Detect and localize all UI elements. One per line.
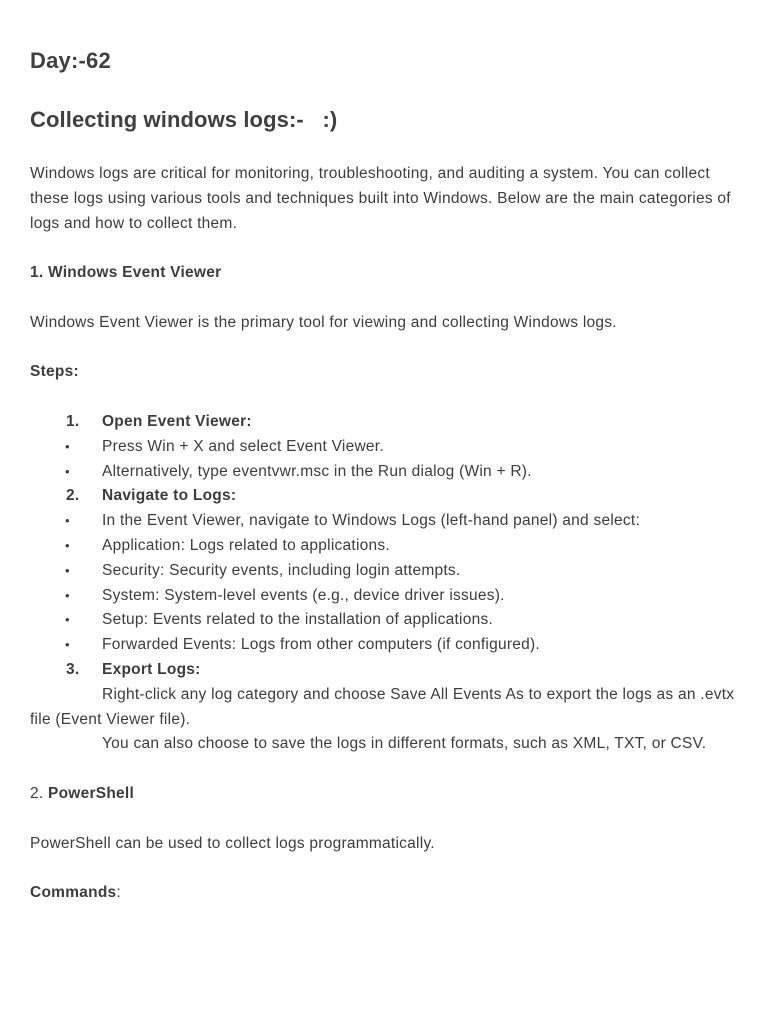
list-item-text: Alternatively, type eventvwr.msc in the Run dialog (Win + R). [102, 462, 532, 480]
commands-label [30, 881, 742, 906]
list-item-text: Forwarded Events: Logs from other computers (if configured). [102, 636, 540, 654]
list-item-text: Press Win + X and select Event Viewer. [102, 437, 384, 455]
list-item-text: In the Event Viewer, navigate to Windows Logs (left-hand panel) and select: [102, 512, 641, 530]
bullet-icon: • [65, 587, 70, 603]
intro-paragraph: Windows logs are critical for monitoring, troubleshooting, and auditing a system. You can collect these logs using various tools and techniques built into Windows. Below are the main categories of logs and how to collect them. [30, 165, 731, 232]
step-3-number: 3. [66, 660, 80, 678]
step-3-title: Export Logs: [102, 660, 201, 678]
steps-label: Steps: [30, 363, 79, 381]
list-item-text: System: System-level events (e.g., device driver issues). [102, 586, 505, 604]
day-heading: Day:-62 [30, 48, 111, 73]
bullet-icon: • [65, 463, 70, 479]
section2-heading-number: 2. [30, 784, 48, 802]
list-item-text: Setup: Events related to the installation of applications. [102, 611, 494, 629]
spacer [30, 385, 742, 410]
spacer [30, 807, 742, 832]
list-item [30, 534, 742, 559]
page-title: Collecting windows logs:- :) [30, 107, 338, 132]
spacer [30, 336, 742, 361]
list-item [30, 608, 742, 633]
list-item-text: Right-click any log category and choose Save All Events As to export the logs as an .evtx file (Event Viewer file). [30, 685, 735, 728]
bullet-icon: • [65, 537, 70, 553]
step-1-number: 1. [66, 412, 80, 430]
bullet-icon: • [65, 637, 70, 653]
list-item [30, 683, 742, 733]
step-2-title: Navigate to Logs: [102, 487, 237, 505]
section1-heading: 1. Windows Event Viewer [30, 264, 222, 282]
spacer [30, 286, 742, 311]
list-item [30, 584, 742, 609]
list-item [30, 460, 742, 485]
document-body [30, 162, 742, 906]
bullet-icon: • [65, 612, 70, 628]
bullet-icon: • [65, 562, 70, 578]
spacer [30, 236, 742, 261]
commands-label-colon: : [116, 884, 121, 902]
section2-heading [30, 782, 742, 807]
step-3 [30, 658, 742, 683]
step-1 [30, 410, 742, 435]
list-item-text: Security: Security events, including login attempts. [102, 561, 461, 579]
step-2 [30, 484, 742, 509]
spacer [30, 757, 742, 782]
bullet-icon: • [65, 513, 70, 529]
step-1-title: Open Event Viewer: [102, 412, 252, 430]
step-2-number: 2. [66, 487, 80, 505]
section2-description: PowerShell can be used to collect logs programmatically. [30, 834, 435, 852]
section2-heading-text: PowerShell [47, 784, 135, 802]
list-item [30, 435, 742, 460]
spacer [30, 856, 742, 881]
list-item [30, 732, 742, 757]
list-item [30, 509, 742, 534]
commands-label-text: Commands [30, 884, 117, 902]
list-item-text: Application: Logs related to applications. [102, 536, 390, 554]
list-item [30, 633, 742, 658]
list-item [30, 559, 742, 584]
list-item-text: You can also choose to save the logs in different formats, such as XML, TXT, or CSV. [102, 735, 707, 753]
bullet-icon: • [65, 438, 70, 454]
section1-description: Windows Event Viewer is the primary tool for viewing and collecting Windows logs. [30, 313, 617, 331]
